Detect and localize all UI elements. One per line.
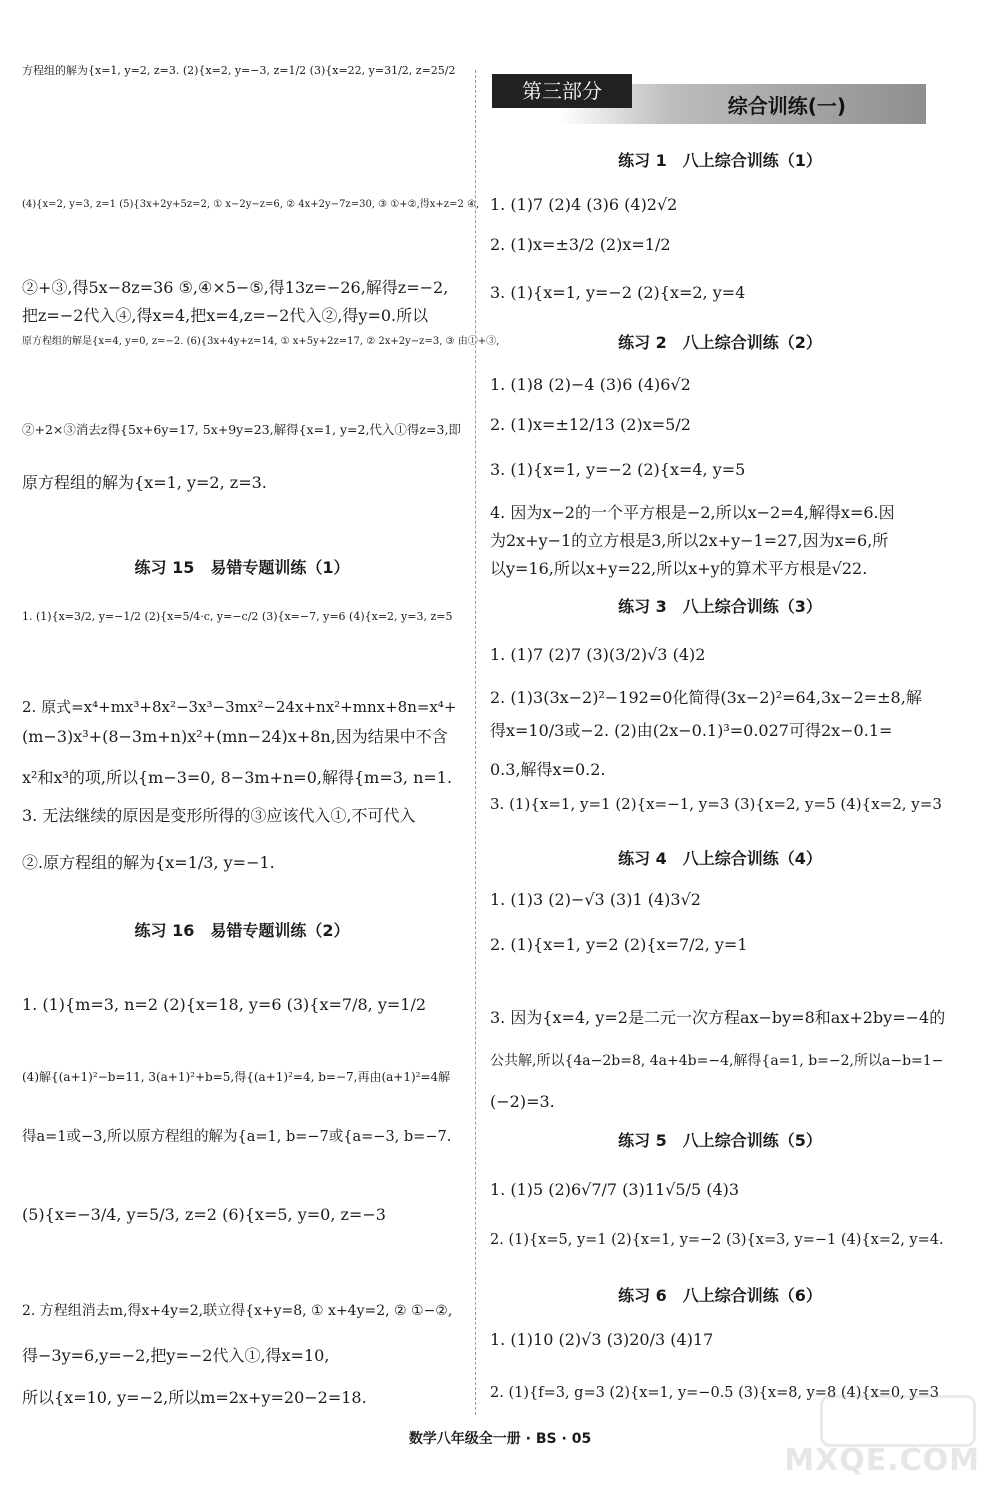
answer-line: ②+2×③消去z得{5x+6y=17, 5x+9y=23,解得{x=1, y=2,代入①得z=3,即 <box>22 422 461 437</box>
answer-line: 方程组的解为{x=1, y=2, z=3. (2){x=2, y=−3, z=1/2 (3){x=22, y=31/2, z=25/2 <box>22 64 456 77</box>
answer-line: 3. 无法继续的原因是变形所得的③应该代入①,不可代入 <box>22 806 416 825</box>
answer-line: 2. (1){x=1, y=2 (2){x=7/2, y=1 <box>490 935 748 954</box>
answer-line: 2. (1)3(3x−2)²−192=0化简得(3x−2)²=64,3x−2=±8,解 <box>490 688 922 707</box>
answer-line: 1. (1)10 (2)√3 (3)20/3 (4)17 <box>490 1330 714 1349</box>
answer-line: 2. 方程组消去m,得x+4y=2,联立得{x+y=8, ① x+4y=2, ② ①−②, <box>22 1303 453 1319</box>
answer-line: (4){x=2, y=3, z=1 (5){3x+2y+5z=2, ① x−2y−z=6, ② 4x+2y−7z=30, ③ ①+②,得x+z=2 ④, <box>22 199 480 210</box>
answer-line: 把z=−2代入④,得x=4,把x=4,z=−2代入②,得y=0.所以 <box>22 306 429 325</box>
watermark-text: MXQE.COM <box>784 1443 980 1478</box>
answer-line: 原方程组的解是{x=4, y=0, z=−2. (6){3x+4y+z=14, ① x+5y+2z=17, ② 2x+2y−z=3, ③ 由①+③, <box>22 336 500 347</box>
answer-line: 得a=1或−3,所以原方程组的解为{a=1, b=−7或{a=−3, b=−7. <box>22 1129 452 1145</box>
section-heading: 练习 16 易错专题训练（2） <box>134 921 350 940</box>
answer-line: 2. (1)x=±12/13 (2)x=5/2 <box>490 415 691 434</box>
answer-line: x²和x³的项,所以{m−3=0, 8−3m+n=0,解得{m=3, n=1. <box>22 768 453 787</box>
page-footer: 数学八年级全一册 · BS · 05 <box>408 1431 592 1447</box>
column-divider <box>475 70 476 1415</box>
answer-line: 原方程组的解为{x=1, y=2, z=3. <box>22 473 267 492</box>
answer-line: (5){x=−3/4, y=5/3, z=2 (6){x=5, y=0, z=−3 <box>22 1205 386 1224</box>
answer-line: 1. (1)3 (2)−√3 (3)1 (4)3√2 <box>490 890 701 909</box>
answer-line: 1. (1){x=3/2, y=−1/2 (2){x=5/4·c, y=−c/2 (3){x=−7, y=6 (4){x=2, y=3, z=5 <box>22 610 453 623</box>
answer-line: 所以{x=10, y=−2,所以m=2x+y=20−2=18. <box>22 1388 367 1407</box>
section-heading: 练习 1 八上综合训练（1） <box>618 151 822 170</box>
answer-line: ②.原方程组的解为{x=1/3, y=−1. <box>22 853 275 872</box>
answer-line: 3. (1){x=1, y=−2 (2){x=2, y=4 <box>490 283 746 302</box>
answer-line: (−2)=3. <box>490 1092 555 1111</box>
answer-line: 2. (1){f=3, g=3 (2){x=1, y=−0.5 (3){x=8, y=8 (4){x=0, y=3 <box>490 1385 939 1401</box>
part-title: 综合训练(一) <box>727 94 846 118</box>
answer-line: 得x=10/3或−2. (2)由(2x−0.1)³=0.027可得2x−0.1= <box>490 721 893 740</box>
answer-line: 1. (1)8 (2)−4 (3)6 (4)6√2 <box>490 375 691 394</box>
answer-line: 1. (1)7 (2)4 (3)6 (4)2√2 <box>490 195 678 214</box>
answer-line: 3. (1){x=1, y=1 (2){x=−1, y=3 (3){x=2, y=5 (4){x=2, y=3 <box>490 795 942 813</box>
answer-line: 1. (1)5 (2)6√7/7 (3)11√5/5 (4)3 <box>490 1180 740 1199</box>
answer-line: 以y=16,所以x+y=22,所以x+y的算术平方根是√22. <box>490 559 868 578</box>
part-label: 第三部分 <box>492 74 632 108</box>
answer-line: 0.3,解得x=0.2. <box>490 760 606 779</box>
answer-line: ②+③,得5x−8z=36 ⑤,④×5−⑤,得13z=−26,解得z=−2, <box>22 278 449 297</box>
answer-line: 4. 因为x−2的一个平方根是−2,所以x−2=4,解得x=6.因 <box>490 503 895 522</box>
answer-line: 1. (1)7 (2)7 (3)(3/2)√3 (4)2 <box>490 645 706 664</box>
section-heading: 练习 3 八上综合训练（3） <box>618 597 822 616</box>
section-heading: 练习 5 八上综合训练（5） <box>618 1131 822 1150</box>
answer-line: (4)解{(a+1)²−b=11, 3(a+1)²+b=5,得{(a+1)²=4, b=−7,再由(a+1)²=4解 <box>22 1070 451 1084</box>
part-banner <box>490 72 926 130</box>
answer-line: (m−3)x³+(8−3m+n)x²+(mn−24)x+8n,因为结果中不含 <box>22 727 448 746</box>
answer-line: 3. 因为{x=4, y=2是二元一次方程ax−by=8和ax+2by=−4的 <box>490 1008 946 1027</box>
answer-line: 公共解,所以{4a−2b=8, 4a+4b=−4,解得{a=1, b=−2,所以a−b=1− <box>490 1053 944 1069</box>
section-heading: 练习 15 易错专题训练（1） <box>134 558 350 577</box>
answer-line: 3. (1){x=1, y=−2 (2){x=4, y=5 <box>490 460 746 479</box>
section-heading: 练习 6 八上综合训练（6） <box>618 1286 822 1305</box>
watermark-logo <box>820 1395 976 1447</box>
answer-line: 为2x+y−1的立方根是3,所以2x+y−1=27,因为x=6,所 <box>490 531 889 550</box>
watermark <box>784 1395 990 1490</box>
answer-line: 得−3y=6,y=−2,把y=−2代入①,得x=10, <box>22 1346 330 1365</box>
answer-line: 2. (1)x=±3/2 (2)x=1/2 <box>490 235 671 254</box>
answer-line: 2. 原式=x⁴+mx³+8x²−3x³−3mx²−24x+nx²+mnx+8n=x⁴+ <box>22 698 457 716</box>
answer-line: 1. (1){m=3, n=2 (2){x=18, y=6 (3){x=7/8, y=1/2 <box>22 995 427 1014</box>
section-heading: 练习 4 八上综合训练（4） <box>618 849 822 868</box>
section-heading: 练习 2 八上综合训练（2） <box>618 333 822 352</box>
answer-line: 2. (1){x=5, y=1 (2){x=1, y=−2 (3){x=3, y=−1 (4){x=2, y=4. <box>490 1232 944 1248</box>
